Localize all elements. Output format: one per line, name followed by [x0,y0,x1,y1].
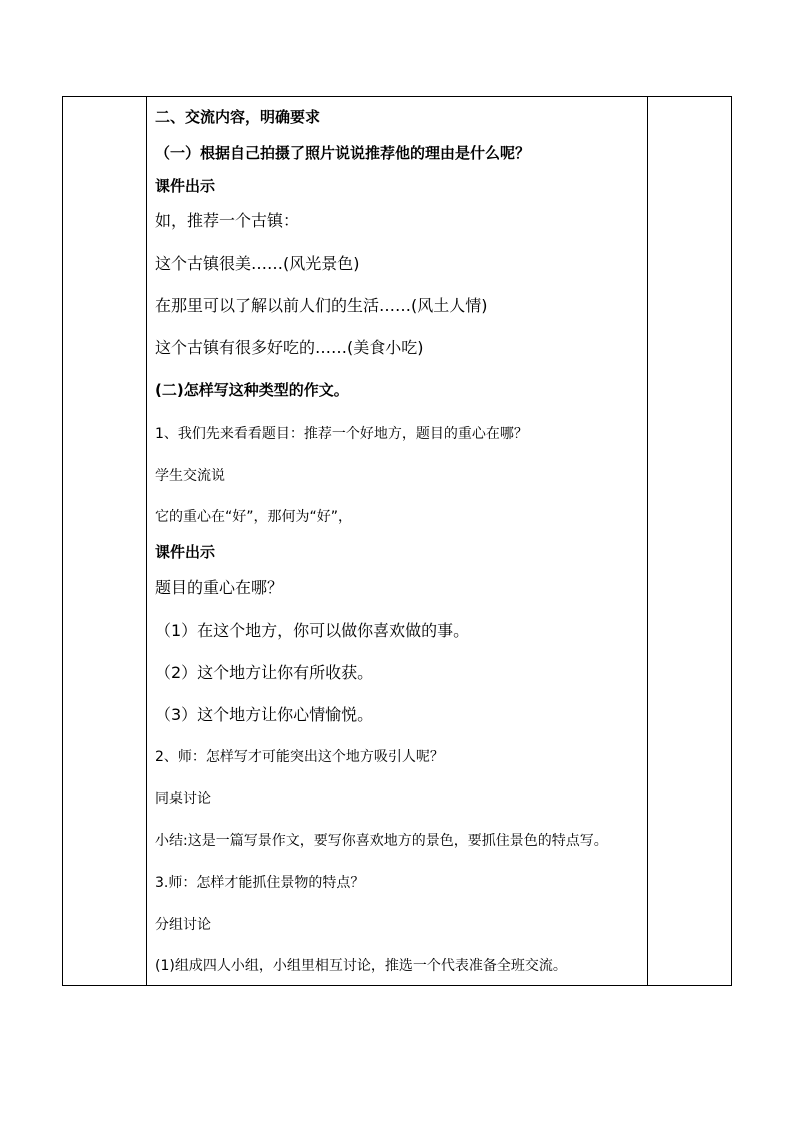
question-line: 2、师：怎样写才可能突出这个地方吸引人呢？ [155,749,444,765]
activity-line: 分组讨论 [155,917,211,933]
list-item: （3）这个地方让你心情愉悦。 [155,705,374,724]
courseware-label: 课件出示 [155,177,216,195]
question-line: 题目的重心在哪？ [155,578,284,597]
example-line: 在那里可以了解以前人们的生活……(风土人情) [155,296,488,315]
question-line: 3.师：怎样才能抓住景物的特点？ [155,875,365,891]
courseware-label: 课件出示 [155,543,216,561]
question-line: 1、我们先来看看题目：推荐一个好地方，题目的重心在哪？ [155,426,528,442]
example-line: 这个古镇有很多好吃的……(美食小吃) [155,338,424,357]
table-content-column [147,97,648,985]
list-item: （1）在这个地方，你可以做你喜欢做的事。 [155,621,470,640]
text-line: (1)组成四人小组，小组里相互讨论，推选一个代表准备全班交流。 [155,958,567,974]
section-heading: 二、交流内容，明确要求 [155,108,321,126]
subsection-heading: (二)怎样写这种类型的作文。 [155,381,349,399]
list-item: （2）这个地方让你有所收获。 [155,663,374,682]
activity-line: 学生交流说 [155,468,225,484]
subsection-heading: （一）根据自己拍摄了照片说说推荐他的理由是什么呢？ [155,144,531,162]
example-intro: 如，推荐一个古镇： [155,211,300,230]
summary-line: 小结:这是一篇写景作文，要写你喜欢地方的景色，要抓住景色的特点写。 [155,833,608,849]
activity-line: 同桌讨论 [155,791,211,807]
example-line: 这个古镇很美……(风光景色) [155,254,360,273]
text-line: 它的重心在“好”，那何为“好”， [155,509,353,525]
table-left-column [63,97,147,985]
